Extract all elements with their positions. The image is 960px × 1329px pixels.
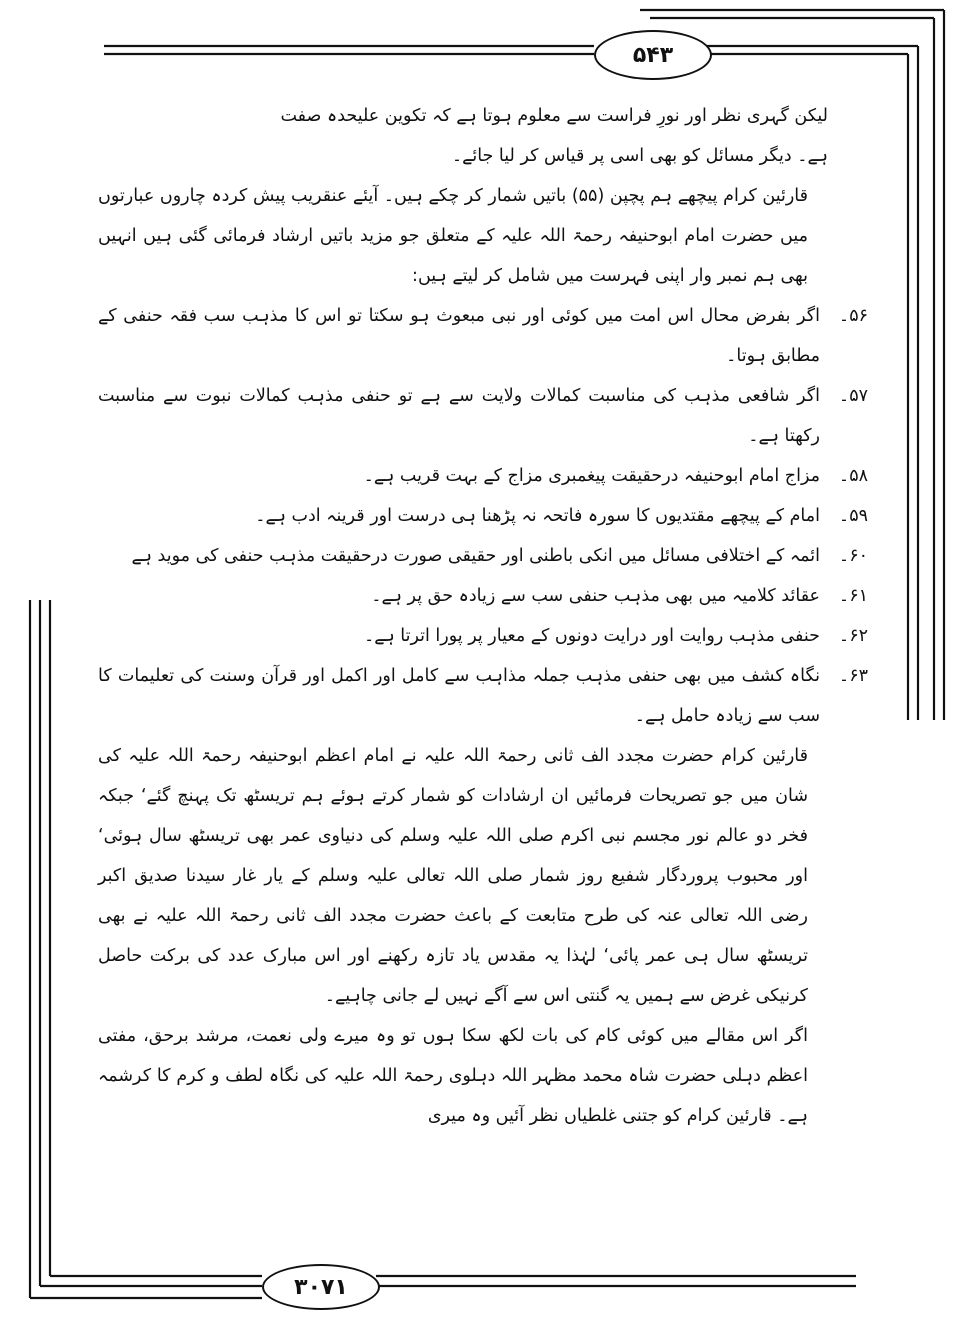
list-item-text: حنفی مذہب روایت اور درایت دونوں کے معیار پر پورا اترتا ہے۔ bbox=[363, 626, 820, 646]
list-item-57 bbox=[98, 376, 868, 456]
list-item-text: اگر بفرض محال اس امت میں کوئی اور نبی مبعوث ہو سکتا تو اس کا مذہب سب فقہ حنفی کے مطابق ہوتا۔ bbox=[98, 306, 820, 366]
list-item-number: ۶۲۔ bbox=[838, 626, 868, 646]
paragraph-1: قارئین کرام پیچھے ہم پچپن (۵۵) باتیں شمار کر چکے ہیں۔ آیئے عنقریب پیش کردہ چاروں عبارتوں میں حضرت امام ابوحنیفہ رحمۃ اللہ علیہ کے متعلق جو مزید باتیں ارشاد فرمائی گئی ہیں انہیں بھی ہم نمبر وار اپنی فہرست میں شامل کر لیتے ہیں: bbox=[98, 186, 809, 286]
list-item-62 bbox=[98, 616, 868, 656]
list-item-60 bbox=[98, 536, 868, 576]
paragraph-3: اگر اس مقالے میں کوئی کام کی بات لکھ سکا ہوں تو وہ میرے ولی نعمت، مرشد برحق، مفتی اعظم دہلی حضرت شاہ محمد مظہر اللہ دہلوی رحمۃ اللہ علیہ کی نگاہ لطف و کرم کا کرشمہ ہے۔ قارئین کرام کو جتنی غلطیاں نظر آئیں وہ میری bbox=[98, 1026, 808, 1126]
list-item-text: امام کے پیچھے مقتدیوں کا سورہ فاتحہ نہ پڑھنا ہی درست اور قرینہ ادب ہے۔ bbox=[255, 506, 820, 526]
list-item-61 bbox=[98, 576, 868, 616]
list-item-56 bbox=[98, 296, 868, 376]
list-item-number: ۶۳۔ bbox=[838, 666, 868, 686]
list-item-number: ۵۷۔ bbox=[838, 386, 868, 406]
page-number-top: ۵۴۳ bbox=[594, 30, 712, 80]
list-item-59 bbox=[98, 496, 868, 536]
list-item-number: ۵۸۔ bbox=[838, 466, 868, 486]
intro-quote-line-1: لیکن گہری نظر اور نورِ فراست سے معلوم ہوتا ہے کہ تکوین علیحدہ صفت bbox=[280, 106, 828, 126]
page-body bbox=[98, 96, 868, 1136]
list-item-58 bbox=[98, 456, 868, 496]
list-item-text: ائمہ کے اختلافی مسائل میں انکی باطنی اور حقیقی صورت درحقیقت مذہب حنفی کی موید ہے bbox=[131, 546, 820, 566]
list-item-text: مزاج امام ابوحنیفہ درحقیقت پیغمبری مزاج کے بہت قریب ہے۔ bbox=[363, 466, 820, 486]
page-number-bottom: ۳۰۷۱ bbox=[262, 1264, 380, 1310]
list-item-63 bbox=[98, 656, 868, 736]
paragraph-2: قارئین کرام حضرت مجدد الف ثانی رحمۃ اللہ علیہ نے امام اعظم ابوحنیفہ رحمۃ اللہ علیہ کی شان میں جو تصریحات فرمائیں ان ارشادات کو شمار کرتے ہوئے ہم تریسٹھ تک پہنچ گئے‘ جبکہ فخر دو عالم نور مجسم نبی اکرم صلی اللہ علیہ وسلم کی دنیاوی عمر بھی تریسٹھ سال ہوئی‘ اور محبوب پروردگار شفیع روز شمار صلی اللہ تعالی علیہ وسلم کے یار غار سیدنا صدیق اکبر رضی اللہ تعالی عنہ کی طرح متابعت کے باعث حضرت مجدد الف ثانی رحمۃ اللہ علیہ نے بھی تریسٹھ سال ہی عمر پائی‘ لہٰذا یہ مقدس یاد تازہ رکھنے اور اس مبارک عدد کی برکت حاصل کرنیکی غرض سے ہمیں یہ گنتی اس سے آگے نہیں لے جانی چاہیے۔ bbox=[98, 746, 808, 1006]
list-item-number: ۶۱۔ bbox=[838, 586, 868, 606]
list-item-text: عقائد کلامیہ میں بھی مذہب حنفی سب سے زیادہ حق پر ہے۔ bbox=[371, 586, 820, 606]
list-item-text: نگاہ کشف میں بھی حنفی مذہب جملہ مذاہب سے کامل اور اکمل اور قرآن وسنت کی تعلیمات کا سب سے زیادہ حامل ہے۔ bbox=[98, 666, 820, 726]
intro-quote-line-2: ہے۔ دیگر مسائل کو بھی اسی پر قیاس کر لیا جائے۔ bbox=[451, 146, 828, 166]
list-item-number: ۵۶۔ bbox=[838, 306, 868, 326]
list-item-number: ۵۹۔ bbox=[838, 506, 868, 526]
list-item-number: ۶۰۔ bbox=[838, 546, 868, 566]
list-item-text: اگر شافعی مذہب کی مناسبت کمالات ولایت سے ہے تو حنفی مذہب کمالات نبوت سے مناسبت رکھتا ہے۔ bbox=[98, 386, 820, 446]
